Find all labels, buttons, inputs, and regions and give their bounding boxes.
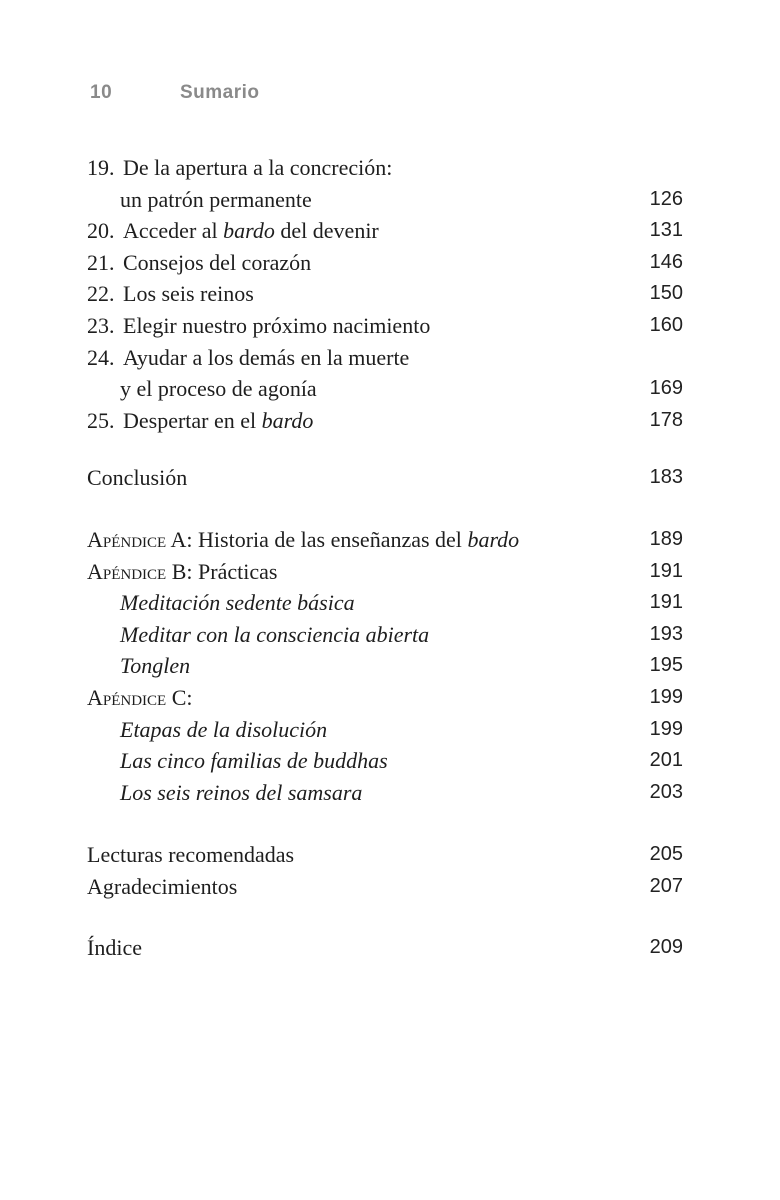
entry-page-number: 209 [649, 936, 683, 959]
toc-entry [87, 839, 683, 871]
entry-page-number: 205 [649, 843, 683, 866]
entry-line [87, 310, 640, 342]
entry-text-segment: Lecturas recomendadas [87, 842, 295, 868]
entry-page-number: 126 [649, 187, 683, 210]
toc-group-back-matter [87, 839, 683, 902]
entry-text-segment: Etapas de la disolución [120, 716, 328, 742]
entry-text-segment: A: Historia de las enseñanzas del [166, 526, 468, 552]
entry-line [87, 871, 640, 903]
entry-label [87, 932, 640, 964]
folio-page-number: 10 [90, 82, 113, 103]
entry-number: 24. [87, 344, 115, 370]
entry-number: 23. [87, 312, 115, 338]
entry-page-number: 193 [649, 622, 683, 645]
entry-page-number: 146 [649, 250, 683, 273]
toc-entry [87, 556, 683, 588]
entry-line [87, 524, 640, 556]
entry-text-segment: C: [166, 684, 193, 710]
entry-page-number: 191 [649, 591, 683, 614]
entry-label [87, 215, 640, 247]
entry-page-number: 195 [649, 654, 683, 677]
entry-page-number: 178 [649, 408, 683, 431]
entry-page-number: 183 [649, 466, 683, 489]
entry-line [87, 932, 640, 964]
entry-line [87, 215, 640, 247]
entry-label [87, 556, 640, 588]
toc-entry [87, 215, 683, 247]
entry-line [87, 587, 640, 619]
entry-line [87, 682, 640, 714]
entry-number: 19. [87, 155, 115, 180]
toc-entry [87, 462, 683, 494]
entry-label [87, 871, 640, 903]
entry-line-continuation [87, 373, 640, 405]
entry-label [87, 682, 640, 714]
entry-text-segment: Apéndice [87, 684, 167, 710]
entry-text-segment: Agradecimientos [87, 873, 238, 899]
entry-text-segment: Conclusión [87, 465, 188, 491]
entry-page-number: 203 [649, 780, 683, 803]
entry-line [87, 650, 640, 682]
entry-label [87, 777, 640, 809]
entry-label [87, 745, 640, 777]
entry-text-segment: Tonglen [120, 653, 191, 679]
entry-text-segment: Acceder al [123, 218, 224, 244]
entry-text-segment: bardo [467, 526, 520, 552]
entry-line [87, 777, 640, 809]
entry-number: 22. [87, 281, 115, 307]
entry-line [87, 745, 640, 777]
entry-line [87, 152, 640, 184]
entry-label [87, 587, 640, 619]
entry-number: 20. [87, 218, 115, 244]
entry-label [87, 278, 640, 310]
entry-label [87, 405, 640, 437]
toc-entry [87, 278, 683, 310]
entry-line [87, 714, 640, 746]
entry-label [87, 839, 640, 871]
toc-entry [87, 871, 683, 903]
entry-text-segment: Las cinco familias de buddhas [120, 748, 388, 774]
entry-line [87, 405, 640, 437]
toc-group-conclusion [87, 462, 683, 494]
entry-page-number: 191 [649, 559, 683, 582]
entry-page-number: 160 [649, 313, 683, 336]
toc-entry [87, 587, 683, 619]
entry-text-segment: Meditación sedente básica [120, 590, 355, 616]
entry-text-segment: Ayudar a los demás en la muerte [123, 344, 410, 370]
toc-entry [87, 650, 683, 682]
entry-page-number: 201 [649, 749, 683, 772]
entry-page-number: 169 [649, 377, 683, 400]
entry-text-segment: Apéndice [87, 558, 167, 584]
entry-text-segment: Despertar en el [123, 407, 262, 433]
toc-entry [87, 310, 683, 342]
toc-entry [87, 152, 683, 215]
entry-label [87, 462, 640, 494]
entry-page-number: 199 [649, 685, 683, 708]
entry-number: 25. [87, 407, 115, 433]
toc-entry [87, 932, 683, 964]
toc-entry [87, 247, 683, 279]
entry-label [87, 619, 640, 651]
entry-line [87, 556, 640, 588]
entry-label [87, 650, 640, 682]
entry-text-segment: Consejos del corazón [123, 249, 312, 275]
entry-label [87, 247, 640, 279]
entry-page-number: 199 [649, 717, 683, 740]
entry-label [87, 714, 640, 746]
entry-text-segment: Índice [87, 935, 142, 961]
entry-text-segment: y el proceso de agonía [120, 376, 317, 402]
entry-line [87, 462, 640, 494]
running-title: Sumario [180, 82, 260, 103]
entry-text-segment: Los seis reinos del samsara [120, 779, 363, 805]
toc-entry [87, 714, 683, 746]
toc-entry [87, 342, 683, 405]
entry-text-segment: bardo [261, 407, 314, 433]
entry-page-number: 131 [649, 219, 683, 242]
toc-entry [87, 524, 683, 556]
entry-line-continuation [87, 184, 640, 216]
entry-line [87, 278, 640, 310]
toc-entry [87, 405, 683, 437]
entry-page-number: 207 [649, 874, 683, 897]
entry-label [87, 342, 640, 405]
entry-line [87, 342, 640, 374]
toc-group-appendices [87, 524, 683, 808]
entry-text-segment: del devenir [274, 218, 379, 244]
entry-line [87, 247, 640, 279]
entry-text-segment: bardo [223, 218, 275, 244]
entry-number: 21. [87, 249, 115, 275]
entry-text-segment: un patrón permanente [120, 186, 312, 212]
toc-entry [87, 745, 683, 777]
entry-text-segment: Apéndice [87, 526, 167, 552]
toc-group-chapters [87, 152, 683, 436]
entry-text-segment: Elegir nuestro próximo nacimiento [123, 312, 431, 338]
running-header [90, 82, 683, 104]
toc-entry [87, 777, 683, 809]
entry-line [87, 839, 640, 871]
toc-entry [87, 619, 683, 651]
entry-text-segment: B: Prácticas [166, 558, 278, 584]
entry-text-segment: Los seis reinos [123, 281, 254, 307]
entry-line [87, 619, 640, 651]
entry-page-number: 189 [649, 527, 683, 550]
toc-group-index [87, 932, 683, 964]
entry-page-number: 150 [649, 282, 683, 305]
entry-label [87, 524, 640, 556]
entry-text-segment: De la apertura a la concreción: [123, 155, 393, 180]
toc [87, 152, 683, 964]
toc-entry [87, 682, 683, 714]
entry-label [87, 152, 640, 215]
entry-label [87, 310, 640, 342]
entry-text-segment: Meditar con la consciencia abierta [120, 621, 430, 647]
